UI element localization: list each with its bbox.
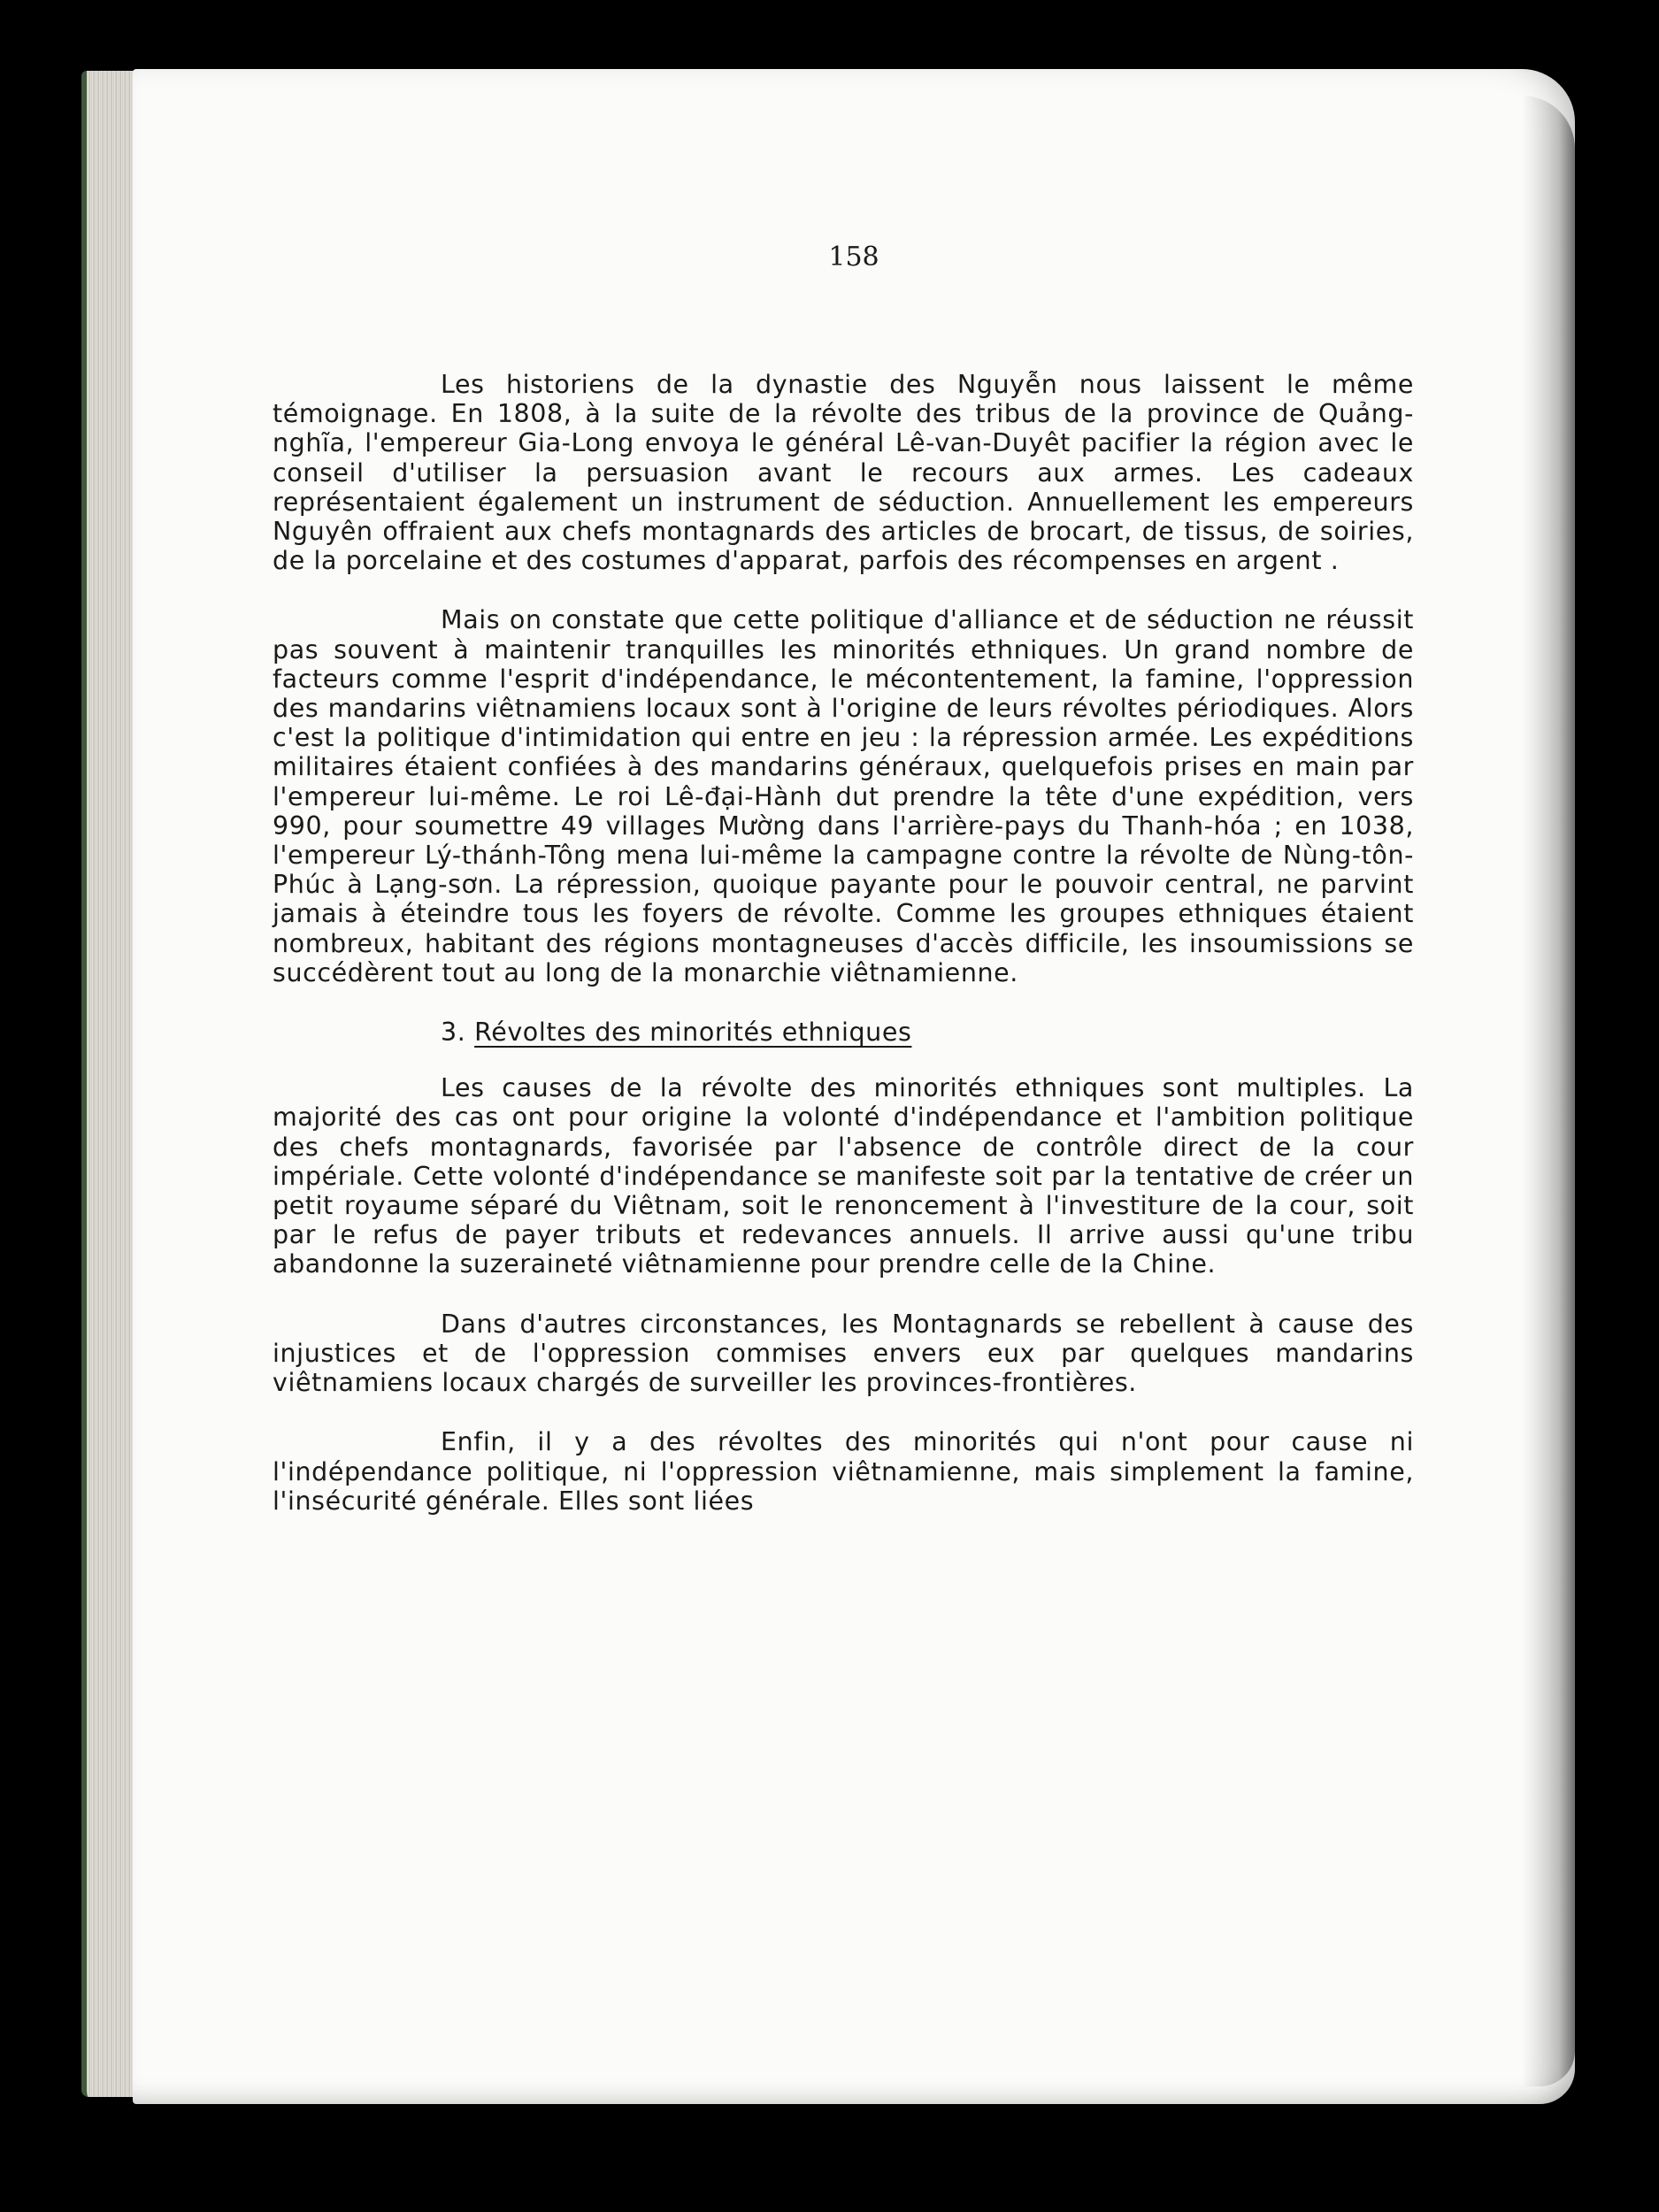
paragraph-injustices: Dans d'autres circonstances, les Montagnards se rebellent à cause des injustices et de l'oppression commises envers eux par quelques mandarins viêtnamiens locaux chargés de surveiller les provinces-frontières.: [273, 1309, 1414, 1398]
page-curl-shadow: [1522, 96, 1575, 2086]
section-number: 3.: [441, 1018, 466, 1048]
page-body: [273, 370, 1414, 1516]
section-title: Révoltes des minorités ethniques: [474, 1018, 912, 1048]
paragraph-famine: Enfin, il y a des révoltes des minorités qui n'ont pour cause ni l'indépendance politique, ni l'oppression viêtnamienne, mais simplement la famine, l'insécurité générale. Elles sont liées: [273, 1427, 1414, 1516]
paragraph-causes: Les causes de la révolte des minorités ethniques sont multiples. La majorité des cas ont pour origine la volonté d'indépendance et l'ambition politique des chefs montagnards, favorisée par l'absence de contrôle direct de la cour impériale. Cette volonté d'indépendance se manifeste soit par la tentative de créer un petit royaume séparé du Viêtnam, soit le renoncement à l'investiture de la cour, soit par le refus de payer tributs et redevances annuels. Il arrive aussi qu'une tribu abandonne la suzeraineté viêtnamienne pour prendre celle de la Chine.: [273, 1073, 1414, 1279]
section-heading: [273, 1018, 1414, 1047]
paragraph-alliance-policy: Mais on constate que cette politique d'alliance et de séduction ne réussit pas souvent à maintenir tranquilles les minorités ethniques. Un grand nombre de facteurs comme l'esprit d'indépendance, le mécontentement, la famine, l'oppression des mandarins viêtnamiens locaux sont à l'origine de leurs révoltes périodiques. Alors c'est la politique d'intimidation qui entre en jeu : la répression armée. Les expéditions militaires étaient confiées à des mandarins généraux, quelquefois prises en main par l'empereur lui-même. Le roi Lê-đại-Hành dut prendre la tête d'une expédition, vers 990, pour soumettre 49 villages Mường dans l'arrière-pays du Thanh-hóa ; en 1038, l'empereur Lý-thánh-Tông mena lui-même la campagne contre la révolte de Nùng-tôn-Phúc à Lạng-sơn. La répression, quoique payante pour le pouvoir central, ne parvint jamais à éteindre tous les foyers de révolte. Comme les groupes ethniques étaient nombreux, habitant des régions montagneuses d'accès difficile, les insoumissions se succédèrent tout au long de la monarchie viêtnamienne.: [273, 605, 1414, 987]
paragraph-nguyen-testimony: Les historiens de la dynastie des Nguyễn nous laissent le même témoignage. En 1808, à la suite de la révolte des tribus de la province de Quảng-nghĩa, l'empereur Gia-Long envoya le général Lê-van-Duyêt pacifier la région avec le conseil d'utiliser la persuasion avant le recours aux armes. Les cadeaux représentaient également un instrument de séduction. Annuellement les empereurs Nguyên offraient aux chefs montagnards des articles de brocart, de tissus, de soiries, de la porcelaine et des costumes d'apparat, parfois des récompenses en argent .: [273, 370, 1414, 576]
page-number: 158: [828, 242, 879, 273]
